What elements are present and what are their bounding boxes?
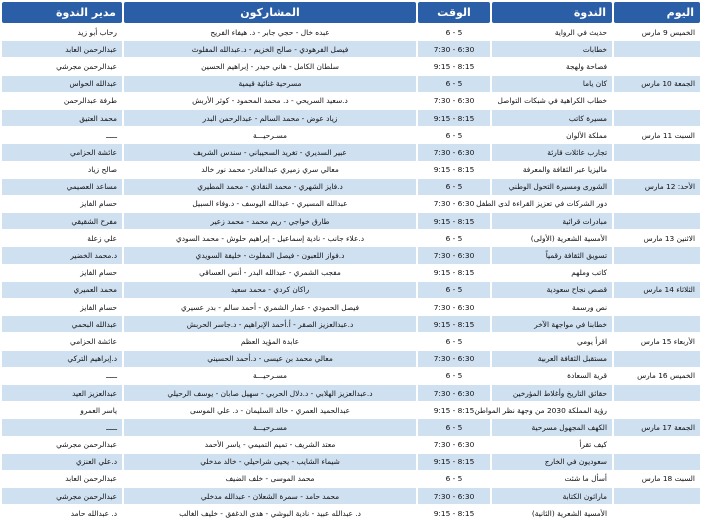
time-cell: 9:15 - 8:15 — [418, 162, 490, 178]
participants-cell: عبدالحميد العمري - خالد السليمان - د. علي الموسى — [124, 402, 416, 418]
symposium-schedule-table — [0, 1, 702, 522]
symposium-cell: مبادرات قرائية — [492, 213, 612, 229]
manager-cell: ياسر العمرو — [2, 402, 122, 418]
time-cell: 7:30 - 6:30 — [418, 93, 490, 109]
time-cell: 7:30 - 6:30 — [418, 41, 490, 57]
day-cell — [614, 162, 700, 178]
day-cell — [614, 437, 700, 453]
day-cell — [614, 299, 700, 315]
time-cell: 6 - 5 — [418, 419, 490, 435]
time-cell: 7:30 - 6:30 — [418, 196, 490, 212]
day-cell — [614, 316, 700, 332]
symposium-cell: الأمسية الشعرية (الأولى) — [492, 230, 612, 246]
time-cell: 7:30 - 6:30 — [418, 299, 490, 315]
symposium-cell: مملكة الألوان — [492, 127, 612, 143]
day-cell: الجمعة 10 مارس — [614, 76, 700, 92]
participants-cell: د. عبدالله عبيد - نادية البوشي - هدى الدغفق - خليف الغالب — [124, 505, 416, 521]
symposium-cell: ماليزيا عبر الثقافة والمعرفة — [492, 162, 612, 178]
manager-cell: ـــــ — [2, 419, 122, 435]
symposium-cell: قرية السعادة — [492, 368, 612, 384]
symposium-cell: خطاب الكراهية في شبكات التواصل — [492, 93, 612, 109]
table-row — [2, 333, 700, 349]
participants-cell: عابدة المؤيد العظم — [124, 333, 416, 349]
table-row — [2, 144, 700, 160]
day-cell — [614, 402, 700, 418]
participants-cell: زياد عوض - محمد السالم - عبدالرحمن البدر — [124, 110, 416, 126]
time-cell: 7:30 - 6:30 — [418, 351, 490, 367]
participants-cell: معتد الشريف - تميم التميمي - ياسر الأحمد — [124, 437, 416, 453]
time-cell: 7:30 - 6:30 — [418, 144, 490, 160]
symposium-cell: كيف تقرأ — [492, 437, 612, 453]
participants-cell: مسـرحيـــة — [124, 419, 416, 435]
day-cell — [614, 247, 700, 263]
manager-cell: د.إبراهيم التركي — [2, 351, 122, 367]
time-cell: 6 - 5 — [418, 230, 490, 246]
table-row — [2, 162, 700, 178]
participants-cell: عبده خال - حجي جابر - د. هيفاء الفريح — [124, 24, 416, 40]
manager-cell: حسام الفايز — [2, 265, 122, 281]
manager-cell: عبدالرحمن مجرشي — [2, 437, 122, 453]
manager-cell: عبدالله البحمي — [2, 316, 122, 332]
table-row — [2, 179, 700, 195]
time-cell: 6 - 5 — [418, 76, 490, 92]
manager-cell: عبدالله الحواس — [2, 76, 122, 92]
symposium-cell: مستقبل الثقافة العربية — [492, 351, 612, 367]
table-row — [2, 58, 700, 74]
participants-cell: مسـرحيـــة — [124, 127, 416, 143]
symposium-cell: فصاحة ولهجة — [492, 58, 612, 74]
table-row — [2, 24, 700, 40]
time-cell: 9:15 - 8:15 — [418, 402, 490, 418]
day-cell — [614, 93, 700, 109]
symposium-cell: خطابات — [492, 41, 612, 57]
day-cell — [614, 351, 700, 367]
participants-cell: فيصل الفرهودي - صالح الخزيم - د.عبدالله المفلوث — [124, 41, 416, 57]
table-row — [2, 351, 700, 367]
day-cell — [614, 454, 700, 470]
table-row — [2, 402, 700, 418]
symposium-cell: الشورى ومسيرة التحول الوطني — [492, 179, 612, 195]
table-row — [2, 316, 700, 332]
table-row — [2, 76, 700, 92]
symposium-cell: تجارب عائلات قارئة — [492, 144, 612, 160]
symposium-cell: أسأل ما شئت — [492, 471, 612, 487]
symposium-cell: سعوديون في الخارج — [492, 454, 612, 470]
participants-cell: د.فايز الشهري - محمد النقادي - محمد المطيري — [124, 179, 416, 195]
time-cell: 6 - 5 — [418, 24, 490, 40]
time-cell: 6 - 5 — [418, 179, 490, 195]
time-cell: 9:15 - 8:15 — [418, 505, 490, 521]
time-cell: 9:15 - 8:15 — [418, 265, 490, 281]
manager-cell: محمد العتيق — [2, 110, 122, 126]
table-row — [2, 93, 700, 109]
manager-cell: حسام الفايز — [2, 299, 122, 315]
manager-cell: د. عبدالله حامد — [2, 505, 122, 521]
participants-cell: د.عبدالعزيز الصقر - أ.أحمد الإبراهيم - د.جاسر الحربش — [124, 316, 416, 332]
participants-cell: د.فواز اللعبون - فيصل المفلوث - خليفة السويدي — [124, 247, 416, 263]
day-cell — [614, 265, 700, 281]
table-row — [2, 247, 700, 263]
manager-cell: عائشة الحزامي — [2, 144, 122, 160]
participants-cell: د.سعيد السريحي - د. محمد المحمود - كوثر الأربش — [124, 93, 416, 109]
header-symposium: الندوة — [492, 2, 612, 23]
manager-cell: ـــــ — [2, 127, 122, 143]
manager-cell: عائشة الحزامي — [2, 333, 122, 349]
day-cell — [614, 213, 700, 229]
day-cell: الجمعة 17 مارس — [614, 419, 700, 435]
time-cell: 7:30 - 6:30 — [418, 488, 490, 504]
day-cell: السبت 11 مارس — [614, 127, 700, 143]
day-cell: الأحد: 12 مارس — [614, 179, 700, 195]
manager-cell: طرفة عبدالرحمن — [2, 93, 122, 109]
table-row — [2, 368, 700, 384]
manager-cell: مفرح الشقيقي — [2, 213, 122, 229]
symposium-cell: تسويق الثقافة رقمياً — [492, 247, 612, 263]
header-manager: مدير الندوة — [2, 2, 122, 23]
participants-cell: د.علاء جانب - نادية إسماعيل - إبراهيم حلوش - محمد السودي — [124, 230, 416, 246]
table-row — [2, 127, 700, 143]
symposium-cell: حديث في الرواية — [492, 24, 612, 40]
manager-cell: عبدالعزيز العيد — [2, 385, 122, 401]
time-cell: 9:15 - 8:15 — [418, 454, 490, 470]
day-cell — [614, 110, 700, 126]
time-cell: 9:15 - 8:15 — [418, 110, 490, 126]
header-day: اليوم — [614, 2, 700, 23]
day-cell: الثلاثاء 14 مارس — [614, 282, 700, 298]
table-row — [2, 471, 700, 487]
manager-cell: علي زعلة — [2, 230, 122, 246]
manager-cell: محمد العميري — [2, 282, 122, 298]
header-time: الوقت — [418, 2, 490, 23]
participants-cell: عبدالله المسيري - عبدالله اليوسف - د.وفاء السبيل — [124, 196, 416, 212]
header-participants: المشاركون — [124, 2, 416, 23]
participants-cell: محمد الموسى - خلف الضيف — [124, 471, 416, 487]
symposium-cell: حقائق التاريخ وأغلاط المؤرخين — [492, 385, 612, 401]
schedule-page — [1, 1, 703, 518]
time-cell: 7:30 - 6:30 — [418, 247, 490, 263]
participants-cell: طارق خواجي - ريم محمد - محمد زعير — [124, 213, 416, 229]
symposium-cell: كاتب وملهم — [492, 265, 612, 281]
symposium-cell: كان ياما — [492, 76, 612, 92]
table-row — [2, 282, 700, 298]
day-cell: الأربعاء 15 مارس — [614, 333, 700, 349]
day-cell — [614, 58, 700, 74]
table-row — [2, 488, 700, 504]
manager-cell: د.علي العنزي — [2, 454, 122, 470]
day-cell — [614, 41, 700, 57]
table-row — [2, 505, 700, 521]
participants-cell: سلطان الكامل - هاني حيدر - إبراهيم الحسين — [124, 58, 416, 74]
table-row — [2, 454, 700, 470]
time-cell: 6 - 5 — [418, 471, 490, 487]
participants-cell: راكان كردي - محمد سعيد — [124, 282, 416, 298]
manager-cell: د.محمد الخضير — [2, 247, 122, 263]
day-cell — [614, 385, 700, 401]
time-cell: 7:30 - 6:30 — [418, 385, 490, 401]
symposium-cell: مسيرة كاتب — [492, 110, 612, 126]
symposium-cell: رؤية المملكة 2030 من وجهة نظر المواطن — [492, 402, 612, 418]
table-row — [2, 196, 700, 212]
time-cell: 9:15 - 8:15 — [418, 316, 490, 332]
participants-cell: فيصل الحمودي - عمار الشمري - أحمد سالم - بدر عسيري — [124, 299, 416, 315]
participants-cell: مسـرحيـــة — [124, 368, 416, 384]
manager-cell: رحاب أبو زيد — [2, 24, 122, 40]
time-cell: 7:30 - 6:30 — [418, 437, 490, 453]
time-cell: 6 - 5 — [418, 333, 490, 349]
participants-cell: معالي محمد بن عيسى - د.أحمد الحسيني — [124, 351, 416, 367]
symposium-cell: الكهف المجهول مسرحية — [492, 419, 612, 435]
participants-cell: محمد حامد - سمرة الشعلان - عبدالله مدخلي — [124, 488, 416, 504]
table-row — [2, 385, 700, 401]
table-row — [2, 299, 700, 315]
table-row — [2, 110, 700, 126]
participants-cell: مفجب الشمري - عبدالله البدر - أنس العساقي — [124, 265, 416, 281]
schedule-body — [2, 24, 700, 521]
manager-cell: عبدالرحمن مجرشي — [2, 488, 122, 504]
table-row — [2, 213, 700, 229]
manager-cell: عبدالرحمن العابد — [2, 41, 122, 57]
manager-cell: ـــــ — [2, 368, 122, 384]
symposium-cell: خطابنا في مواجهة الآخر — [492, 316, 612, 332]
symposium-cell: الأمسية الشعرية (الثانية) — [492, 505, 612, 521]
symposium-cell: قصص نجاح سعودية — [492, 282, 612, 298]
day-cell — [614, 144, 700, 160]
day-cell: السبت 18 مارس — [614, 471, 700, 487]
symposium-cell: نص ورسمة — [492, 299, 612, 315]
symposium-cell: دور الشركات في تعزيز القراءة لدى الطفل — [492, 196, 612, 212]
symposium-cell: اقرأ يومي — [492, 333, 612, 349]
header-row — [2, 2, 700, 23]
table-row — [2, 230, 700, 246]
participants-cell: د.عبدالعزيز الهلابي - د.دلال الحربي - سهيل صابان - يوسف الرحيلي — [124, 385, 416, 401]
day-cell — [614, 505, 700, 521]
time-cell: 6 - 5 — [418, 282, 490, 298]
table-row — [2, 419, 700, 435]
participants-cell: معالي سري زميري عبدالقادر- محمد نور خالد — [124, 162, 416, 178]
day-cell: الخميس 16 مارس — [614, 368, 700, 384]
participants-cell: شيماء الشايب - يحيى شراحيلي - خالد مدخلي — [124, 454, 416, 470]
manager-cell: حسام الفايز — [2, 196, 122, 212]
day-cell: الاثنين 13 مارس — [614, 230, 700, 246]
table-row — [2, 437, 700, 453]
time-cell: 9:15 - 8:15 — [418, 58, 490, 74]
manager-cell: عبدالرحمن العابد — [2, 471, 122, 487]
day-cell — [614, 196, 700, 212]
time-cell: 6 - 5 — [418, 127, 490, 143]
manager-cell: مساعد العصيمي — [2, 179, 122, 195]
day-cell — [614, 488, 700, 504]
participants-cell: مسرحية غنائية قيمية — [124, 76, 416, 92]
table-row — [2, 41, 700, 57]
manager-cell: عبدالرحمن مجرشي — [2, 58, 122, 74]
time-cell: 6 - 5 — [418, 368, 490, 384]
table-row — [2, 265, 700, 281]
time-cell: 9:15 - 8:15 — [418, 213, 490, 229]
day-cell: الخميس 9 مارس — [614, 24, 700, 40]
participants-cell: عبير السديري - تغريد السحيباني - سندس الشريف — [124, 144, 416, 160]
symposium-cell: ماراثون الكتابة — [492, 488, 612, 504]
manager-cell: صالح زياد — [2, 162, 122, 178]
